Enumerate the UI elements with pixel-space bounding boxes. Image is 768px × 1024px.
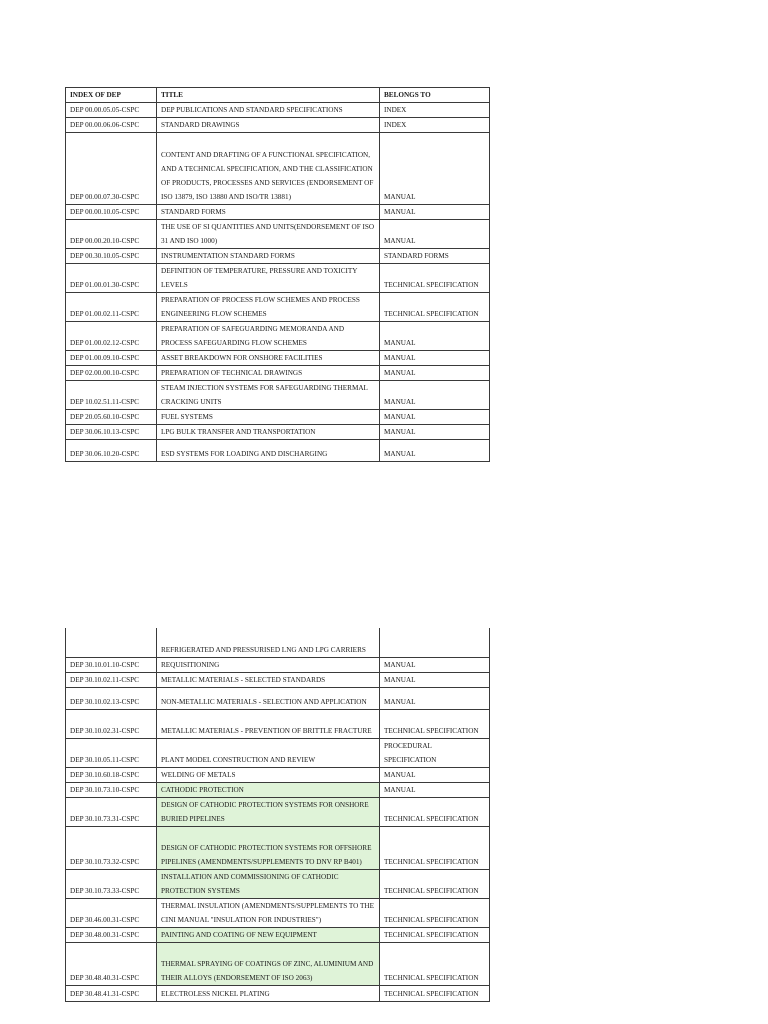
table-row <box>66 797 490 826</box>
table-row <box>66 118 490 133</box>
cell-index: DEP 20.05.60.10-CSPC <box>66 410 157 425</box>
cell-index: DEP 30.46.00.31-CSPC <box>66 898 157 927</box>
table-row <box>66 709 490 738</box>
cell-index: DEP 01.00.02.12-CSPC <box>66 322 157 351</box>
cell-index: DEP 10.02.51.11-CSPC <box>66 381 157 410</box>
table-row <box>66 738 490 767</box>
header-title: TITLE <box>157 88 380 103</box>
cell-belongs-to: MANUAL <box>380 657 490 672</box>
cell-belongs-to: TECHNICAL SPECIFICATION <box>380 927 490 942</box>
cell-title: THERMAL INSULATION (AMENDMENTS/SUPPLEMENTS TO THE CINI MANUAL "INSULATION FOR INDUSTRIES") <box>157 898 380 927</box>
cell-index: DEP 30.06.10.13-CSPC <box>66 425 157 440</box>
cell-index: DEP 30.48.40.31-CSPC <box>66 942 157 985</box>
cell-belongs-to: TECHNICAL SPECIFICATION <box>380 869 490 898</box>
cell-belongs-to: TECHNICAL SPECIFICATION <box>380 264 490 293</box>
cell-belongs-to <box>380 628 490 657</box>
cell-belongs-to: INDEX <box>380 118 490 133</box>
header-belongs-to: BELONGS TO <box>380 88 490 103</box>
cell-belongs-to: MANUAL <box>380 782 490 797</box>
cell-belongs-to: MANUAL <box>380 381 490 410</box>
dep-index-table-2 <box>65 628 490 1002</box>
cell-belongs-to: TECHNICAL SPECIFICATION <box>380 985 490 1001</box>
cell-index: DEP 30.10.73.33-CSPC <box>66 869 157 898</box>
cell-index: DEP 30.10.60.18-CSPC <box>66 767 157 782</box>
table-row <box>66 133 490 205</box>
cell-title: NON-METALLIC MATERIALS - SELECTION AND APPLICATION <box>157 687 380 709</box>
table-row <box>66 985 490 1001</box>
table-row <box>66 782 490 797</box>
cell-title: PREPARATION OF PROCESS FLOW SCHEMES AND PROCESS ENGINEERING FLOW SCHEMES <box>157 293 380 322</box>
cell-belongs-to: MANUAL <box>380 767 490 782</box>
cell-belongs-to: MANUAL <box>380 220 490 249</box>
cell-title: DEP PUBLICATIONS AND STANDARD SPECIFICATIONS <box>157 103 380 118</box>
cell-title: REQUISITIONING <box>157 657 380 672</box>
cell-index: DEP 30.10.73.31-CSPC <box>66 797 157 826</box>
cell-belongs-to: MANUAL <box>380 440 490 462</box>
cell-title: ESD SYSTEMS FOR LOADING AND DISCHARGING <box>157 440 380 462</box>
table-row <box>66 628 490 657</box>
cell-index: DEP 00.00.05.05-CSPC <box>66 103 157 118</box>
cell-title: THE USE OF SI QUANTITIES AND UNITS(ENDORSEMENT OF ISO 31 AND ISO 1000) <box>157 220 380 249</box>
cell-title: CONTENT AND DRAFTING OF A FUNCTIONAL SPECIFICATION, AND A TECHNICAL SPECIFICATION, AND THE CLASSIFICATION OF PRODUCTS, PROCESSES AND SERVICES (ENDORSEMENT OF ISO 13879, ISO 13880 AND ISO/TR 13881) <box>157 133 380 205</box>
table-row <box>66 657 490 672</box>
cell-belongs-to: MANUAL <box>380 410 490 425</box>
cell-belongs-to: MANUAL <box>380 133 490 205</box>
cell-title: STANDARD FORMS <box>157 205 380 220</box>
table-row <box>66 425 490 440</box>
table-row <box>66 264 490 293</box>
cell-index: DEP 02.00.00.10-CSPC <box>66 366 157 381</box>
cell-title: ELECTROLESS NICKEL PLATING <box>157 985 380 1001</box>
cell-index: DEP 00.00.06.06-CSPC <box>66 118 157 133</box>
cell-title: INSTRUMENTATION STANDARD FORMS <box>157 249 380 264</box>
table-row <box>66 687 490 709</box>
cell-title: DESIGN OF CATHODIC PROTECTION SYSTEMS FOR OFFSHORE PIPELINES (AMENDMENTS/SUPPLEMENTS TO DNV RP B401) <box>157 826 380 869</box>
table-row <box>66 205 490 220</box>
cell-index: DEP 00.00.10.05-CSPC <box>66 205 157 220</box>
cell-title: DEFINITION OF TEMPERATURE, PRESSURE AND TOXICITY LEVELS <box>157 264 380 293</box>
cell-index: DEP 30.10.73.32-CSPC <box>66 826 157 869</box>
table-row <box>66 293 490 322</box>
header-index: INDEX OF DEP <box>66 88 157 103</box>
cell-belongs-to: MANUAL <box>380 672 490 687</box>
cell-index: DEP 30.48.41.31-CSPC <box>66 985 157 1001</box>
table-row <box>66 440 490 462</box>
cell-belongs-to: TECHNICAL SPECIFICATION <box>380 293 490 322</box>
cell-belongs-to: TECHNICAL SPECIFICATION <box>380 709 490 738</box>
table-header-row <box>66 88 490 103</box>
dep-index-table-1 <box>65 87 490 462</box>
table-row <box>66 767 490 782</box>
cell-title: STEAM INJECTION SYSTEMS FOR SAFEGUARDING THERMAL CRACKING UNITS <box>157 381 380 410</box>
cell-index: DEP 30.10.02.11-CSPC <box>66 672 157 687</box>
table-row <box>66 366 490 381</box>
cell-title: DESIGN OF CATHODIC PROTECTION SYSTEMS FOR ONSHORE BURIED PIPELINES <box>157 797 380 826</box>
table-row <box>66 927 490 942</box>
cell-belongs-to: MANUAL <box>380 687 490 709</box>
table-row <box>66 103 490 118</box>
cell-belongs-to: MANUAL <box>380 351 490 366</box>
cell-title: THERMAL SPRAYING OF COATINGS OF ZINC, ALUMINIUM AND THEIR ALLOYS (ENDORSEMENT OF ISO 2063) <box>157 942 380 985</box>
cell-belongs-to: TECHNICAL SPECIFICATION <box>380 898 490 927</box>
cell-belongs-to: TECHNICAL SPECIFICATION <box>380 797 490 826</box>
cell-belongs-to: TECHNICAL SPECIFICATION <box>380 826 490 869</box>
table-row <box>66 942 490 985</box>
table-row <box>66 410 490 425</box>
cell-title: METALLIC MATERIALS - PREVENTION OF BRITTLE FRACTURE <box>157 709 380 738</box>
table-row <box>66 826 490 869</box>
table-row <box>66 869 490 898</box>
table-row <box>66 381 490 410</box>
cell-belongs-to: TECHNICAL SPECIFICATION <box>380 942 490 985</box>
cell-index: DEP 30.48.00.31-CSPC <box>66 927 157 942</box>
cell-title: PREPARATION OF SAFEGUARDING MEMORANDA AND PROCESS SAFEGUARDING FLOW SCHEMES <box>157 322 380 351</box>
cell-belongs-to: STANDARD FORMS <box>380 249 490 264</box>
cell-title: PLANT MODEL CONSTRUCTION AND REVIEW <box>157 738 380 767</box>
cell-index: DEP 01.00.02.11-CSPC <box>66 293 157 322</box>
cell-index: DEP 30.10.02.13-CSPC <box>66 687 157 709</box>
cell-index: DEP 30.06.10.20-CSPC <box>66 440 157 462</box>
cell-index: DEP 00.00.07.30-CSPC <box>66 133 157 205</box>
table-row <box>66 898 490 927</box>
cell-title: STANDARD DRAWINGS <box>157 118 380 133</box>
cell-index: DEP 30.10.05.11-CSPC <box>66 738 157 767</box>
cell-index: DEP 30.10.02.31-CSPC <box>66 709 157 738</box>
table-row <box>66 220 490 249</box>
table-row <box>66 351 490 366</box>
cell-title: WELDING OF METALS <box>157 767 380 782</box>
cell-index: DEP 01.00.01.30-CSPC <box>66 264 157 293</box>
table-row <box>66 249 490 264</box>
cell-title: REFRIGERATED AND PRESSURISED LNG AND LPG CARRIERS <box>157 628 380 657</box>
cell-belongs-to: MANUAL <box>380 425 490 440</box>
cell-belongs-to: INDEX <box>380 103 490 118</box>
cell-index: DEP 30.10.01.10-CSPC <box>66 657 157 672</box>
cell-index: DEP 01.00.09.10-CSPC <box>66 351 157 366</box>
cell-index: DEP 30.10.73.10-CSPC <box>66 782 157 797</box>
cell-title: METALLIC MATERIALS - SELECTED STANDARDS <box>157 672 380 687</box>
cell-belongs-to: MANUAL <box>380 366 490 381</box>
cell-belongs-to: MANUAL <box>380 322 490 351</box>
table-row <box>66 322 490 351</box>
cell-title: PREPARATION OF TECHNICAL DRAWINGS <box>157 366 380 381</box>
cell-title: INSTALLATION AND COMMISSIONING OF CATHODIC PROTECTION SYSTEMS <box>157 869 380 898</box>
cell-index: DEP 00.30.10.05-CSPC <box>66 249 157 264</box>
cell-belongs-to: PROCEDURAL SPECIFICATION <box>380 738 490 767</box>
cell-title: LPG BULK TRANSFER AND TRANSPORTATION <box>157 425 380 440</box>
cell-index <box>66 628 157 657</box>
cell-index: DEP 00.00.20.10-CSPC <box>66 220 157 249</box>
cell-title: ASSET BREAKDOWN FOR ONSHORE FACILITIES <box>157 351 380 366</box>
cell-title: FUEL SYSTEMS <box>157 410 380 425</box>
cell-title: PAINTING AND COATING OF NEW EQUIPMENT <box>157 927 380 942</box>
table-row <box>66 672 490 687</box>
cell-belongs-to: MANUAL <box>380 205 490 220</box>
cell-title: CATHODIC PROTECTION <box>157 782 380 797</box>
